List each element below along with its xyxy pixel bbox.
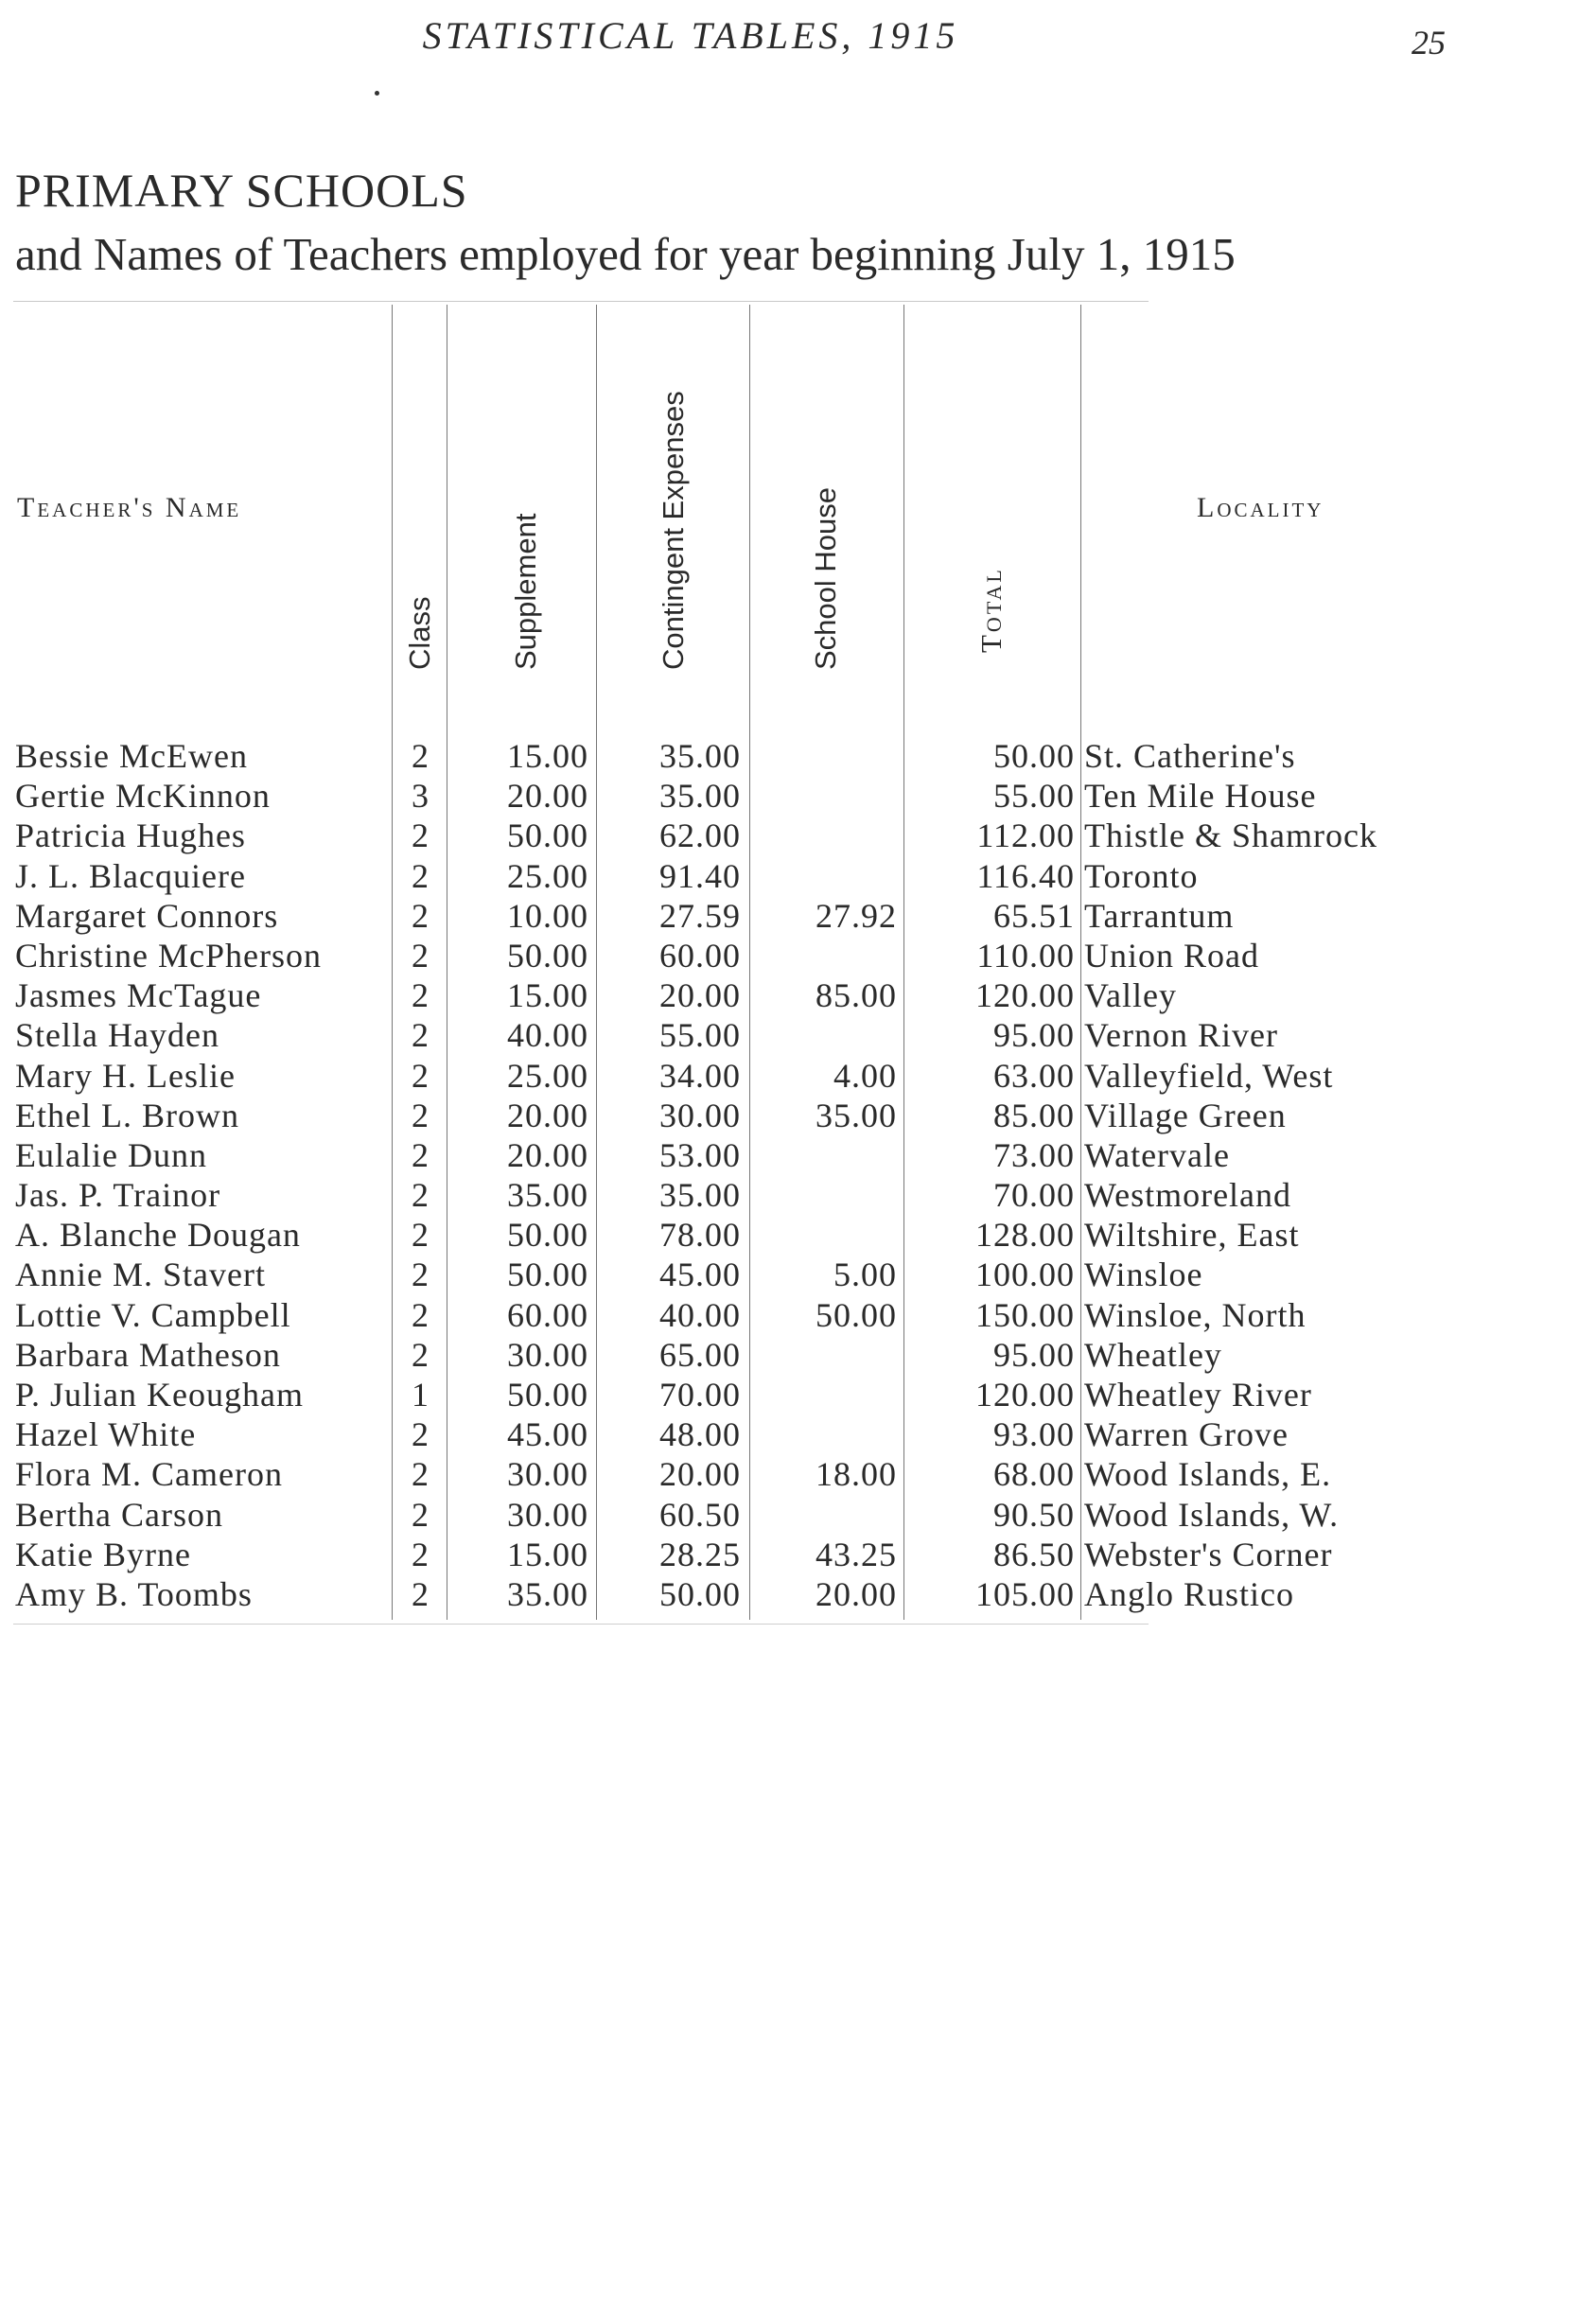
table-row xyxy=(0,1335,1596,1375)
teacher-name-cell: Gertie McKinnon xyxy=(15,777,271,816)
table-row xyxy=(0,816,1596,855)
supplement-cell: 25.00 xyxy=(507,1056,588,1095)
teacher-name-cell: J. L. Blacquiere xyxy=(15,856,246,895)
locality-header: Locality xyxy=(1197,492,1324,523)
table-row xyxy=(0,1454,1596,1494)
school-house-cell: 4.00 xyxy=(833,1056,897,1095)
locality-cell: Watervale xyxy=(1084,1135,1231,1174)
page-number: 25 xyxy=(1412,24,1446,61)
table-row xyxy=(0,1215,1596,1255)
contingent-expenses-cell: 35.00 xyxy=(659,737,741,775)
class-cell: 2 xyxy=(412,1016,429,1055)
total-cell: 110.00 xyxy=(976,936,1075,975)
locality-cell: Ten Mile House xyxy=(1084,777,1317,816)
table-row xyxy=(0,1096,1596,1135)
teacher-name-cell: P. Julian Keougham xyxy=(15,1376,304,1414)
supplement-cell: 40.00 xyxy=(507,1016,588,1055)
supplement-cell: 45.00 xyxy=(507,1415,588,1454)
table-row xyxy=(0,1295,1596,1335)
contingent-expenses-cell: 53.00 xyxy=(659,1135,741,1174)
locality-cell: Warren Grove xyxy=(1084,1415,1289,1454)
supplement-cell: 25.00 xyxy=(507,856,588,895)
locality-cell: Winsloe, North xyxy=(1084,1295,1307,1334)
table-row xyxy=(0,736,1596,776)
teacher-name-cell: A. Blanche Dougan xyxy=(15,1216,301,1255)
teacher-name-cell: Eulalie Dunn xyxy=(15,1135,207,1174)
school-house-cell: 85.00 xyxy=(816,976,897,1015)
table-row xyxy=(0,1255,1596,1294)
table-row xyxy=(0,1175,1596,1215)
total-header: Total xyxy=(974,567,1008,653)
contingent-expenses-cell: 40.00 xyxy=(659,1295,741,1334)
teacher-name-cell: Stella Hayden xyxy=(15,1016,219,1055)
locality-cell: Webster's Corner xyxy=(1084,1535,1333,1573)
table-row xyxy=(0,1414,1596,1454)
class-header: Class xyxy=(403,596,436,670)
total-cell: 93.00 xyxy=(993,1415,1075,1454)
table-row xyxy=(0,936,1596,975)
contingent-expenses-cell: 78.00 xyxy=(659,1216,741,1255)
class-cell: 2 xyxy=(412,1415,429,1454)
total-cell: 65.51 xyxy=(993,896,1075,935)
table-row xyxy=(0,856,1596,896)
table-row xyxy=(0,975,1596,1015)
contingent-expenses-cell: 91.40 xyxy=(659,856,741,895)
locality-cell: Valley xyxy=(1084,976,1177,1015)
total-cell: 105.00 xyxy=(975,1574,1075,1613)
table-row xyxy=(0,1056,1596,1096)
contingent-expenses-cell: 70.00 xyxy=(659,1376,741,1414)
supplement-cell: 50.00 xyxy=(507,1376,588,1414)
total-cell: 85.00 xyxy=(993,1096,1075,1134)
school-house-cell: 50.00 xyxy=(816,1295,897,1334)
table-row xyxy=(0,1535,1596,1574)
school-house-cell: 35.00 xyxy=(816,1096,897,1134)
contingent-expenses-cell: 34.00 xyxy=(659,1056,741,1095)
locality-cell: Vernon River xyxy=(1084,1016,1278,1055)
teacher-name-cell: Ethel L. Brown xyxy=(15,1096,239,1134)
ink-speck xyxy=(375,91,379,96)
teacher-name-cell: Katie Byrne xyxy=(15,1535,191,1573)
locality-cell: Toronto xyxy=(1084,856,1199,895)
class-cell: 2 xyxy=(412,1335,429,1374)
supplement-cell: 20.00 xyxy=(507,1135,588,1174)
footer-rule xyxy=(13,1624,1149,1625)
total-cell: 50.00 xyxy=(993,737,1075,775)
supplement-cell: 10.00 xyxy=(507,896,588,935)
contingent-expenses-header: Contingent Expenses xyxy=(657,391,690,670)
teacher-name-cell: Hazel White xyxy=(15,1415,197,1454)
teacher-name-cell: Jasmes McTague xyxy=(15,976,262,1015)
school-house-header: School House xyxy=(809,486,842,670)
teacher-name-cell: Margaret Connors xyxy=(15,896,279,935)
supplement-cell: 50.00 xyxy=(507,1216,588,1255)
supplement-cell: 20.00 xyxy=(507,777,588,816)
teacher-name-header: Teacher's Name xyxy=(17,492,242,523)
contingent-expenses-cell: 55.00 xyxy=(659,1016,741,1055)
contingent-expenses-cell: 28.25 xyxy=(659,1535,741,1573)
teacher-name-cell: Annie M. Stavert xyxy=(15,1256,266,1294)
total-cell: 70.00 xyxy=(993,1176,1075,1215)
contingent-expenses-cell: 35.00 xyxy=(659,777,741,816)
supplement-cell: 15.00 xyxy=(507,976,588,1015)
contingent-expenses-cell: 60.00 xyxy=(659,936,741,975)
total-cell: 95.00 xyxy=(993,1335,1075,1374)
contingent-expenses-cell: 62.00 xyxy=(659,817,741,855)
contingent-expenses-cell: 48.00 xyxy=(659,1415,741,1454)
total-cell: 120.00 xyxy=(975,976,1075,1015)
class-cell: 2 xyxy=(412,976,429,1015)
table-row xyxy=(0,1574,1596,1614)
class-cell: 2 xyxy=(412,856,429,895)
supplement-cell: 50.00 xyxy=(507,1256,588,1294)
table-row xyxy=(0,896,1596,936)
class-cell: 2 xyxy=(412,737,429,775)
school-house-cell: 20.00 xyxy=(816,1574,897,1613)
supplement-cell: 35.00 xyxy=(507,1574,588,1613)
total-cell: 150.00 xyxy=(975,1295,1075,1334)
table-row xyxy=(0,1135,1596,1175)
locality-cell: Union Road xyxy=(1084,936,1259,975)
teacher-name-cell: Patricia Hughes xyxy=(15,817,246,855)
class-cell: 2 xyxy=(412,936,429,975)
locality-cell: Wiltshire, East xyxy=(1084,1216,1300,1255)
teacher-name-cell: Barbara Matheson xyxy=(15,1335,281,1374)
contingent-expenses-cell: 50.00 xyxy=(659,1574,741,1613)
supplement-cell: 50.00 xyxy=(507,817,588,855)
class-cell: 2 xyxy=(412,817,429,855)
supplement-cell: 15.00 xyxy=(507,737,588,775)
contingent-expenses-cell: 35.00 xyxy=(659,1176,741,1215)
total-cell: 128.00 xyxy=(975,1216,1075,1255)
total-cell: 55.00 xyxy=(993,777,1075,816)
supplement-cell: 15.00 xyxy=(507,1535,588,1573)
contingent-expenses-cell: 20.00 xyxy=(659,1455,741,1494)
locality-cell: St. Catherine's xyxy=(1084,737,1296,775)
teacher-name-cell: Christine McPherson xyxy=(15,936,322,975)
locality-cell: Anglo Rustico xyxy=(1084,1574,1295,1613)
contingent-expenses-cell: 27.59 xyxy=(659,896,741,935)
supplement-cell: 30.00 xyxy=(507,1335,588,1374)
table-row xyxy=(0,1375,1596,1414)
teacher-name-cell: Amy B. Toombs xyxy=(15,1574,253,1613)
locality-cell: Wood Islands, W. xyxy=(1084,1495,1340,1534)
class-cell: 2 xyxy=(412,1256,429,1294)
teacher-name-cell: Jas. P. Trainor xyxy=(15,1176,221,1215)
supplement-cell: 35.00 xyxy=(507,1176,588,1215)
class-cell: 2 xyxy=(412,1535,429,1573)
locality-cell: Wheatley River xyxy=(1084,1376,1312,1414)
total-cell: 120.00 xyxy=(975,1376,1075,1414)
locality-cell: Winsloe xyxy=(1084,1256,1203,1294)
supplement-cell: 30.00 xyxy=(507,1495,588,1534)
locality-cell: Westmoreland xyxy=(1084,1176,1292,1215)
class-cell: 2 xyxy=(412,1574,429,1613)
class-cell: 2 xyxy=(412,896,429,935)
class-cell: 2 xyxy=(412,1176,429,1215)
locality-cell: Wood Islands, E. xyxy=(1084,1455,1332,1494)
class-cell: 3 xyxy=(412,777,429,816)
teacher-name-cell: Bertha Carson xyxy=(15,1495,223,1534)
teacher-table-body xyxy=(0,736,1596,1614)
class-cell: 2 xyxy=(412,1295,429,1334)
contingent-expenses-cell: 20.00 xyxy=(659,976,741,1015)
table-row xyxy=(0,1495,1596,1535)
total-cell: 68.00 xyxy=(993,1455,1075,1494)
total-cell: 90.50 xyxy=(993,1495,1075,1534)
class-cell: 1 xyxy=(412,1376,429,1414)
class-cell: 2 xyxy=(412,1135,429,1174)
table-row xyxy=(0,1015,1596,1055)
contingent-expenses-cell: 60.50 xyxy=(659,1495,741,1534)
total-cell: 100.00 xyxy=(975,1256,1075,1294)
page-title: PRIMARY SCHOOLS xyxy=(15,164,468,217)
class-cell: 2 xyxy=(412,1216,429,1255)
contingent-expenses-cell: 30.00 xyxy=(659,1096,741,1134)
teacher-name-cell: Flora M. Cameron xyxy=(15,1455,283,1494)
locality-cell: Valleyfield, West xyxy=(1084,1056,1334,1095)
supplement-header: Supplement xyxy=(509,513,542,670)
locality-cell: Village Green xyxy=(1084,1096,1287,1134)
contingent-expenses-cell: 45.00 xyxy=(659,1256,741,1294)
locality-cell: Wheatley xyxy=(1084,1335,1222,1374)
page-subtitle: and Names of Teachers employed for year beginning July 1, 1915 xyxy=(15,228,1236,280)
supplement-cell: 20.00 xyxy=(507,1096,588,1134)
supplement-cell: 30.00 xyxy=(507,1455,588,1494)
teacher-name-cell: Mary H. Leslie xyxy=(15,1056,236,1095)
school-house-cell: 43.25 xyxy=(816,1535,897,1573)
total-cell: 112.00 xyxy=(976,817,1075,855)
total-cell: 73.00 xyxy=(993,1135,1075,1174)
teacher-name-cell: Bessie McEwen xyxy=(15,737,248,775)
school-house-cell: 27.92 xyxy=(816,896,897,935)
school-house-cell: 5.00 xyxy=(833,1256,897,1294)
table-row xyxy=(0,776,1596,816)
locality-cell: Thistle & Shamrock xyxy=(1084,817,1377,855)
class-cell: 2 xyxy=(412,1056,429,1095)
class-cell: 2 xyxy=(412,1096,429,1134)
running-head: STATISTICAL TABLES, 1915 xyxy=(422,14,959,57)
supplement-cell: 50.00 xyxy=(507,936,588,975)
school-house-cell: 18.00 xyxy=(816,1455,897,1494)
total-cell: 86.50 xyxy=(993,1535,1075,1573)
total-cell: 63.00 xyxy=(993,1056,1075,1095)
total-cell: 116.40 xyxy=(976,856,1075,895)
total-cell: 95.00 xyxy=(993,1016,1075,1055)
header-rule xyxy=(13,301,1149,302)
class-cell: 2 xyxy=(412,1455,429,1494)
supplement-cell: 60.00 xyxy=(507,1295,588,1334)
locality-cell: Tarrantum xyxy=(1084,896,1235,935)
teacher-name-cell: Lottie V. Campbell xyxy=(15,1295,291,1334)
class-cell: 2 xyxy=(412,1495,429,1534)
contingent-expenses-cell: 65.00 xyxy=(659,1335,741,1374)
